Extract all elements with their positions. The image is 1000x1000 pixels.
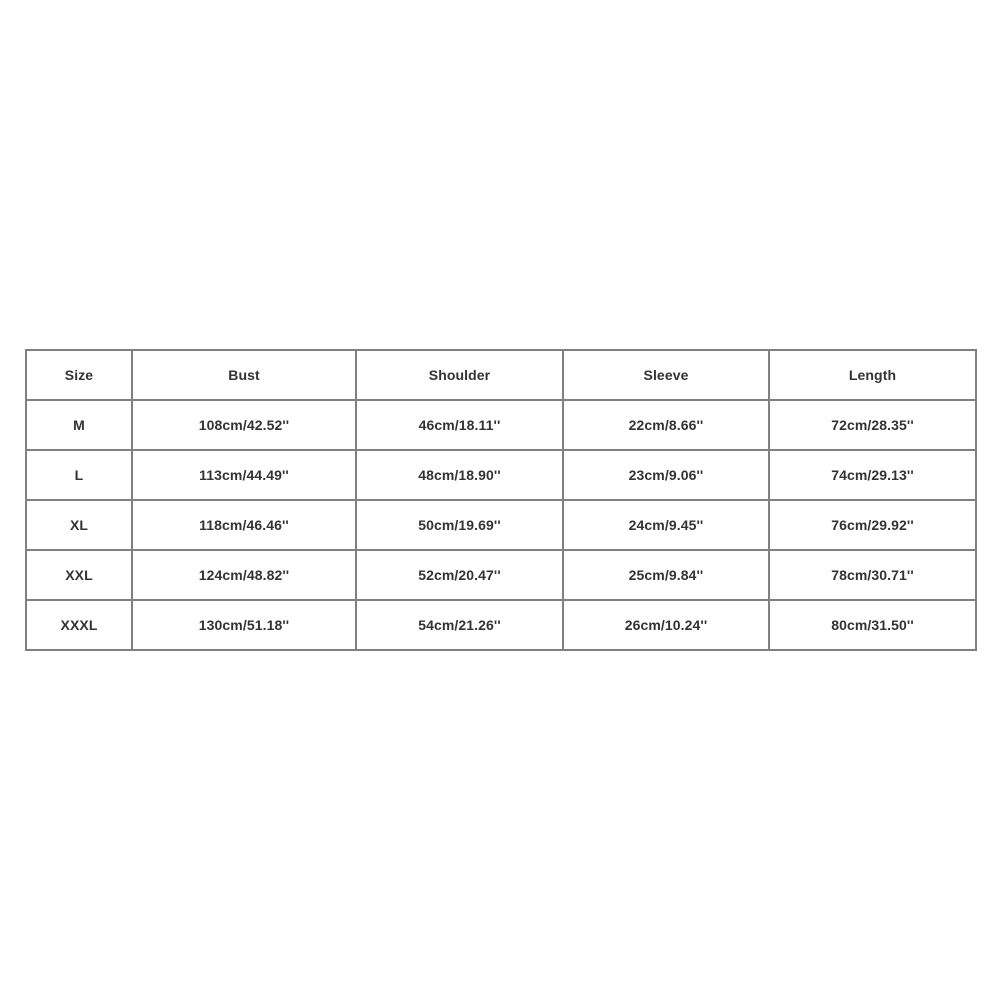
cell-length: 80cm/31.50'' — [769, 600, 976, 650]
cell-bust: 130cm/51.18'' — [132, 600, 356, 650]
cell-bust: 124cm/48.82'' — [132, 550, 356, 600]
cell-length: 76cm/29.92'' — [769, 500, 976, 550]
cell-sleeve: 24cm/9.45'' — [563, 500, 769, 550]
header-shoulder: Shoulder — [356, 350, 563, 400]
table-row — [26, 550, 976, 600]
cell-size: XXL — [26, 550, 132, 600]
cell-length: 74cm/29.13'' — [769, 450, 976, 500]
cell-bust: 108cm/42.52'' — [132, 400, 356, 450]
header-bust: Bust — [132, 350, 356, 400]
cell-sleeve: 25cm/9.84'' — [563, 550, 769, 600]
table-row — [26, 600, 976, 650]
cell-sleeve: 22cm/8.66'' — [563, 400, 769, 450]
cell-shoulder: 48cm/18.90'' — [356, 450, 563, 500]
cell-bust: 118cm/46.46'' — [132, 500, 356, 550]
header-length: Length — [769, 350, 976, 400]
cell-size: L — [26, 450, 132, 500]
cell-shoulder: 52cm/20.47'' — [356, 550, 563, 600]
cell-size: XL — [26, 500, 132, 550]
cell-sleeve: 23cm/9.06'' — [563, 450, 769, 500]
cell-bust: 113cm/44.49'' — [132, 450, 356, 500]
cell-shoulder: 46cm/18.11'' — [356, 400, 563, 450]
table-row — [26, 500, 976, 550]
cell-shoulder: 50cm/19.69'' — [356, 500, 563, 550]
table-header-row — [26, 350, 976, 400]
cell-sleeve: 26cm/10.24'' — [563, 600, 769, 650]
cell-length: 78cm/30.71'' — [769, 550, 976, 600]
size-chart-table — [25, 349, 977, 651]
header-size: Size — [26, 350, 132, 400]
table-row — [26, 400, 976, 450]
table-row — [26, 450, 976, 500]
cell-shoulder: 54cm/21.26'' — [356, 600, 563, 650]
cell-size: M — [26, 400, 132, 450]
cell-length: 72cm/28.35'' — [769, 400, 976, 450]
cell-size: XXXL — [26, 600, 132, 650]
header-sleeve: Sleeve — [563, 350, 769, 400]
